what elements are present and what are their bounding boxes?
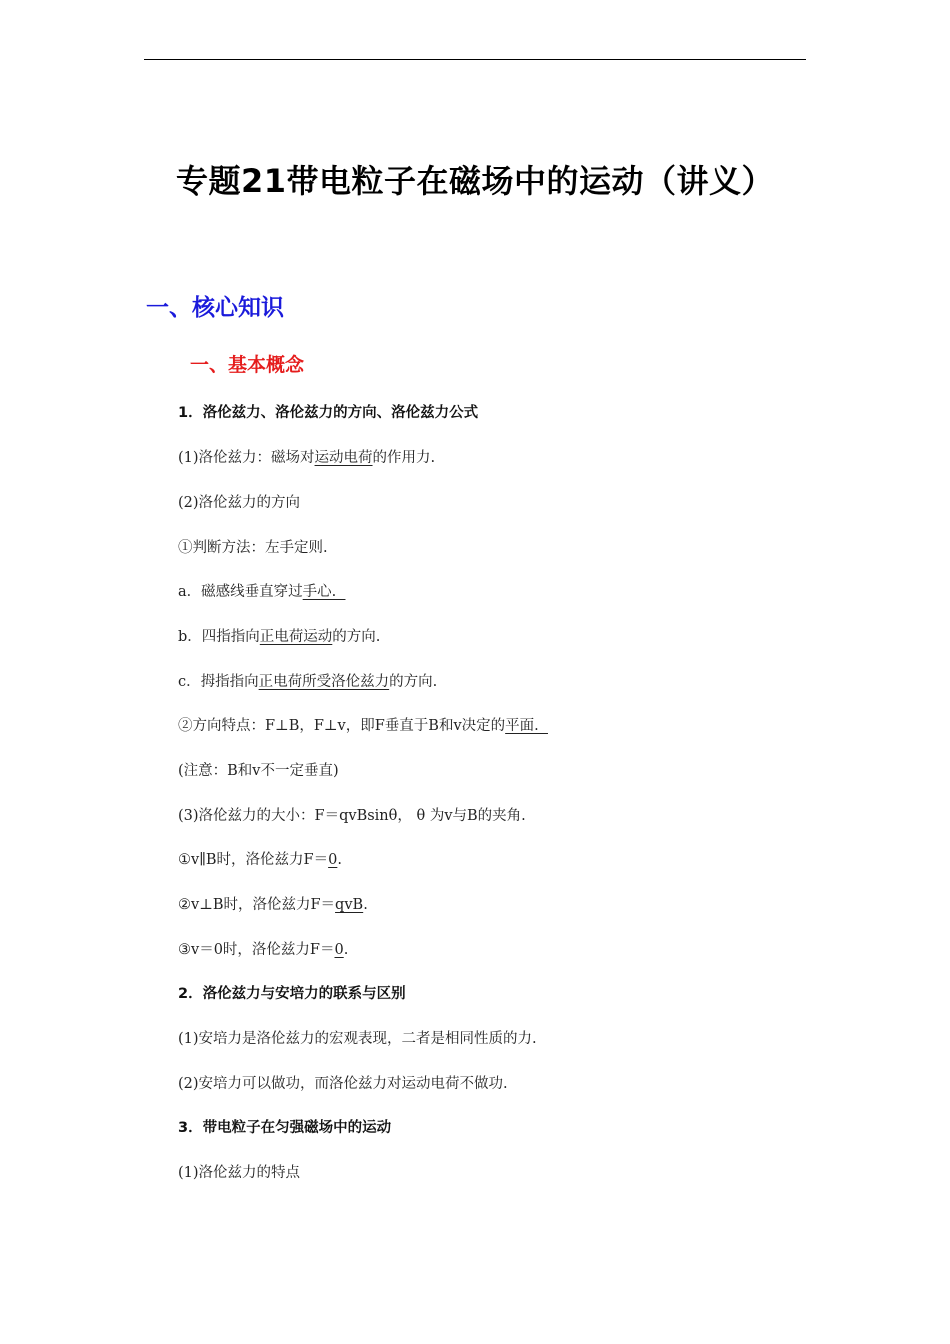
text-line: b．四指指向正电荷运动的方向.: [178, 629, 381, 645]
page-title: 专题21带电粒子在磁场中的运动（讲义）: [175, 162, 775, 200]
text-line: c．拇指指向正电荷所受洛伦兹力的方向.: [178, 674, 438, 690]
text-line: (2)安培力可以做功，而洛伦兹力对运动电荷不做功.: [178, 1076, 508, 1092]
text-line: 1．洛伦兹力、洛伦兹力的方向、洛伦兹力公式: [178, 405, 479, 421]
section-heading: 一、核心知识: [146, 295, 284, 321]
text-line: (3)洛伦兹力的大小：F＝qvBsinθ， θ 为v与B的夹角.: [178, 808, 526, 824]
text-line: ①判断方法：左手定则.: [178, 540, 328, 556]
text-line: ①v∥B时，洛伦兹力F＝0.: [178, 852, 342, 868]
subsection-heading: 一、基本概念: [190, 354, 305, 376]
text-line: a．磁感线垂直穿过手心.: [178, 584, 346, 600]
text-line: (2)洛伦兹力的方向: [178, 495, 301, 511]
text-line: (1)安培力是洛伦兹力的宏观表现，二者是相同性质的力.: [178, 1031, 537, 1047]
text-line: ③v＝0时，洛伦兹力F＝0.: [178, 942, 349, 958]
text-line: ②方向特点：F⊥B，F⊥v，即F垂直于B和v决定的平面.: [178, 718, 548, 734]
text-line: (注意：B和v不一定垂直): [178, 763, 339, 779]
text-line: (1)洛伦兹力：磁场对运动电荷的作用力.: [178, 450, 436, 466]
header-rule: [144, 59, 806, 60]
text-line: 3．带电粒子在匀强磁场中的运动: [178, 1120, 392, 1136]
text-line: ②v⊥B时，洛伦兹力F＝qvB.: [178, 897, 368, 913]
text-line: (1)洛伦兹力的特点: [178, 1165, 301, 1181]
text-line: 2．洛伦兹力与安培力的联系与区别: [178, 986, 406, 1002]
